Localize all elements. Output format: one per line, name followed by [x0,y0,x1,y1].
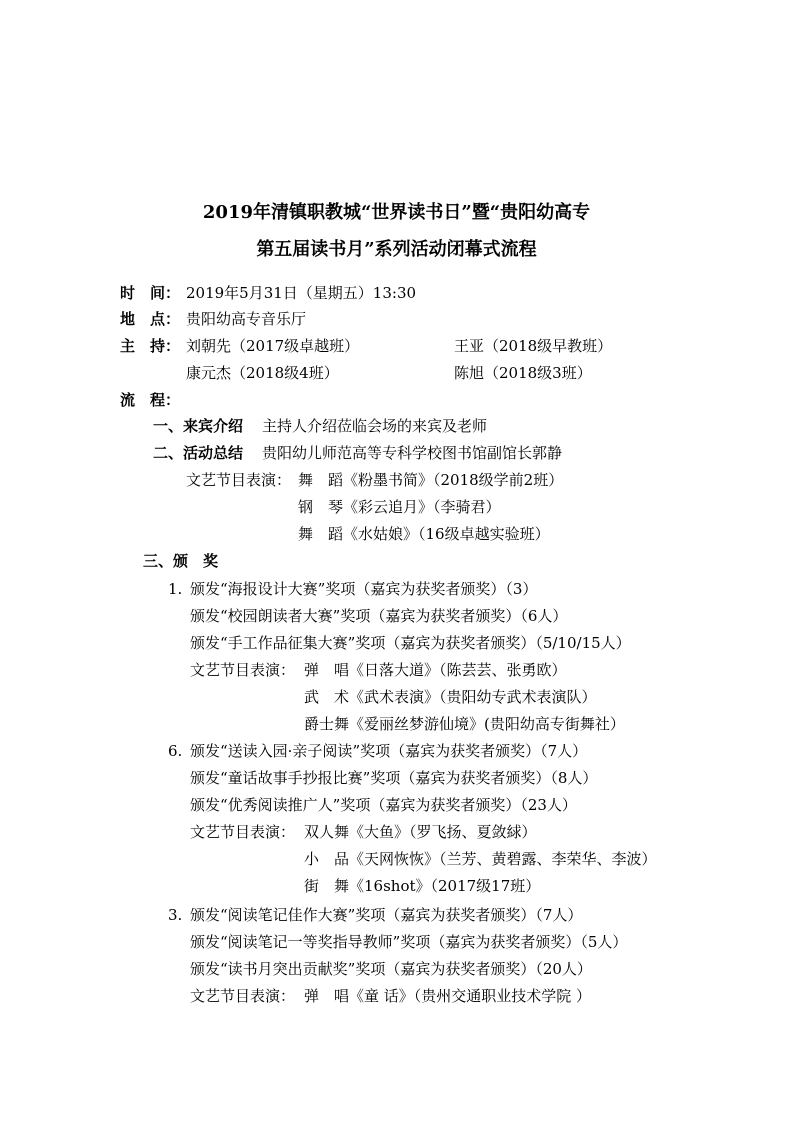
host-label: 主 持： [120,337,181,355]
host-3: 康元杰（2018级4班） [186,364,339,382]
section-1-text: 主持人介绍莅临会场的来宾及老师 [262,417,488,435]
group-3-number: 3. [168,906,183,924]
group-3-perf-1: 弹 唱《童 话》（贵州交通职业技术学院 ） [304,987,592,1005]
group-1-perf-1: 弹 唱《日落大道》（陈芸芸、张勇欧） [304,661,567,679]
time-label: 时 间： [120,284,181,302]
section-2-perf-label: 文艺节目表演： [186,471,292,489]
place-label: 地 点： [120,310,181,328]
flow-label: 流 程： [120,391,181,409]
section-2-perf-3: 舞 蹈《水姑娘》（16级卓越实验班） [298,525,550,543]
section-1-title: 一、来宾介绍 [153,417,244,435]
group-2-award-3: 颁发“优秀阅读推广人”奖项（嘉宾为获奖者颁奖）（23人） [190,796,577,814]
place-value: 贵阳幼高专音乐厅 [186,310,307,328]
host-2: 王亚（2018级早教班） [454,337,613,355]
section-2-text: 贵阳幼儿师范高等专科学校图书馆副馆长郭静 [262,444,563,462]
group-1-number: 1. [168,580,183,598]
group-2-perf-label: 文艺节目表演： [190,823,296,841]
group-2-award-1: 颁发“送读入园·亲子阅读”奖项（嘉宾为获奖者颁奖）（7人） [190,742,588,760]
section-2-title: 二、活动总结 [153,444,244,462]
section-3-title: 三、颁 奖 [143,552,219,570]
group-3-perf-label: 文艺节目表演： [190,987,296,1005]
host-1: 刘朝先（2017级卓越班） [186,337,360,355]
host-4: 陈旭（2018级3班） [454,364,592,382]
time-value: 2019年5月31日（星期五）13:30 [186,284,417,302]
group-1-award-3: 颁发“手工作品征集大赛”奖项（嘉宾为获奖者颁奖）（5/10/15人） [190,634,631,652]
group-1-award-1: 颁发“海报设计大赛”奖项（嘉宾为获奖者颁奖）（3） [190,580,538,598]
group-1-perf-label: 文艺节目表演： [190,661,296,679]
group-1-award-2: 颁发“校园朗读者大赛”奖项（嘉宾为获奖者颁奖）（6人） [190,607,568,625]
title-line-1: 2019年清镇职教城“世界读书日”暨“贵阳幼高专 [202,202,591,223]
group-3-award-1: 颁发“阅读笔记佳作大赛”奖项（嘉宾为获奖者颁奖）（7人） [190,906,583,924]
group-1-perf-2: 武 术《武术表演》（贵阳幼专武术表演队） [304,688,597,706]
group-3-award-2: 颁发“阅读笔记一等奖指导教师”奖项（嘉宾为获奖者颁奖）（5人） [190,933,628,951]
group-2-award-2: 颁发“童话故事手抄报比赛”奖项（嘉宾为获奖者颁奖）（8人） [190,769,598,787]
group-1-perf-3: 爵士舞《爱丽丝梦游仙境》(贵阳幼高专街舞社） [304,715,625,733]
section-2-perf-1: 舞 蹈《粉墨书简》（2018级学前2班） [298,471,564,489]
group-3-award-3: 颁发“读书月突出贡献奖”奖项（嘉宾为获奖者颁奖）（20人） [190,960,592,978]
group-2-perf-2: 小 品《天网恢恢》（兰芳、黄碧露、李荣华、李波） [304,850,657,868]
group-2-perf-1: 双人舞《大鱼》（罗飞扬、夏敛絿） [304,823,537,841]
group-2-number: 6. [168,742,183,760]
title-line-2: 第五届读书月”系列活动闭幕式流程 [256,239,537,260]
section-2-perf-2: 钢 琴《彩云追月》（李骑君） [298,498,501,516]
group-2-perf-3: 街 舞《16shot》（2017级17班） [304,877,541,895]
